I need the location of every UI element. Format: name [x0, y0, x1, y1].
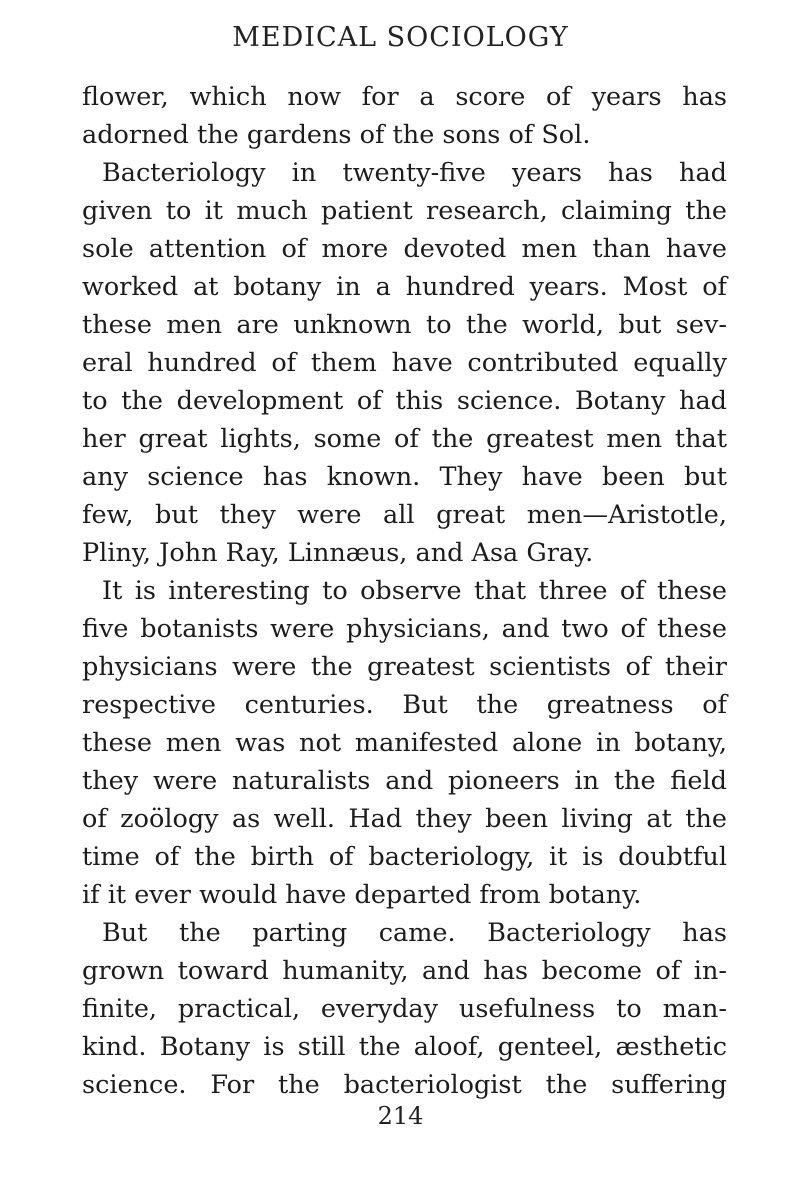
- text-line: flower, which now for a score of years has: [82, 82, 727, 112]
- text-line: It is interesting to observe that three of these: [102, 576, 727, 606]
- text-line: Pliny, John Ray, Linnæus, and Asa Gray.: [82, 538, 594, 568]
- text-line: eral hundred of them have contributed equally: [82, 348, 727, 378]
- text-line: given to it much patient research, claiming the: [82, 196, 727, 226]
- text-line: time of the birth of bacteriology, it is doubtful: [82, 842, 727, 872]
- page-number: 214: [377, 1102, 424, 1130]
- text-line: few, but they were all great men—Aristotle,: [82, 500, 727, 530]
- text-line: kind. Botany is still the aloof, genteel, æsthetic: [82, 1032, 727, 1062]
- text-line: they were naturalists and pioneers in the field: [82, 766, 727, 796]
- text-line: these men was not manifested alone in botany,: [82, 728, 727, 758]
- text-line: physicians were the greatest scientists of their: [82, 652, 727, 682]
- text-line: of zoölogy as well. Had they been living at the: [82, 804, 727, 834]
- text-line: finite, practical, everyday usefulness to man-: [82, 994, 727, 1024]
- text-line: her great lights, some of the greatest men that: [82, 424, 727, 454]
- running-head: MEDICAL SOCIOLOGY: [232, 22, 569, 53]
- text-line: Bacteriology in twenty-five years has had: [102, 158, 727, 188]
- text-line: adorned the gardens of the sons of Sol.: [82, 120, 591, 150]
- text-line: respective centuries. But the greatness of: [82, 690, 727, 720]
- text-line: But the parting came. Bacteriology has: [102, 918, 727, 948]
- text-line: grown toward humanity, and has become of in-: [82, 956, 727, 986]
- text-line: worked at botany in a hundred years. Most of: [82, 272, 727, 302]
- text-line: to the development of this science. Botany had: [82, 386, 727, 416]
- text-line: if it ever would have departed from botany.: [82, 880, 642, 910]
- text-line: sole attention of more devoted men than have: [82, 234, 727, 264]
- text-line: any science has known. They have been but: [82, 462, 727, 492]
- text-line: these men are unknown to the world, but sev-: [82, 310, 727, 340]
- text-line: five botanists were physicians, and two of these: [82, 614, 727, 644]
- text-line: science. For the bacteriologist the suffering: [82, 1070, 727, 1100]
